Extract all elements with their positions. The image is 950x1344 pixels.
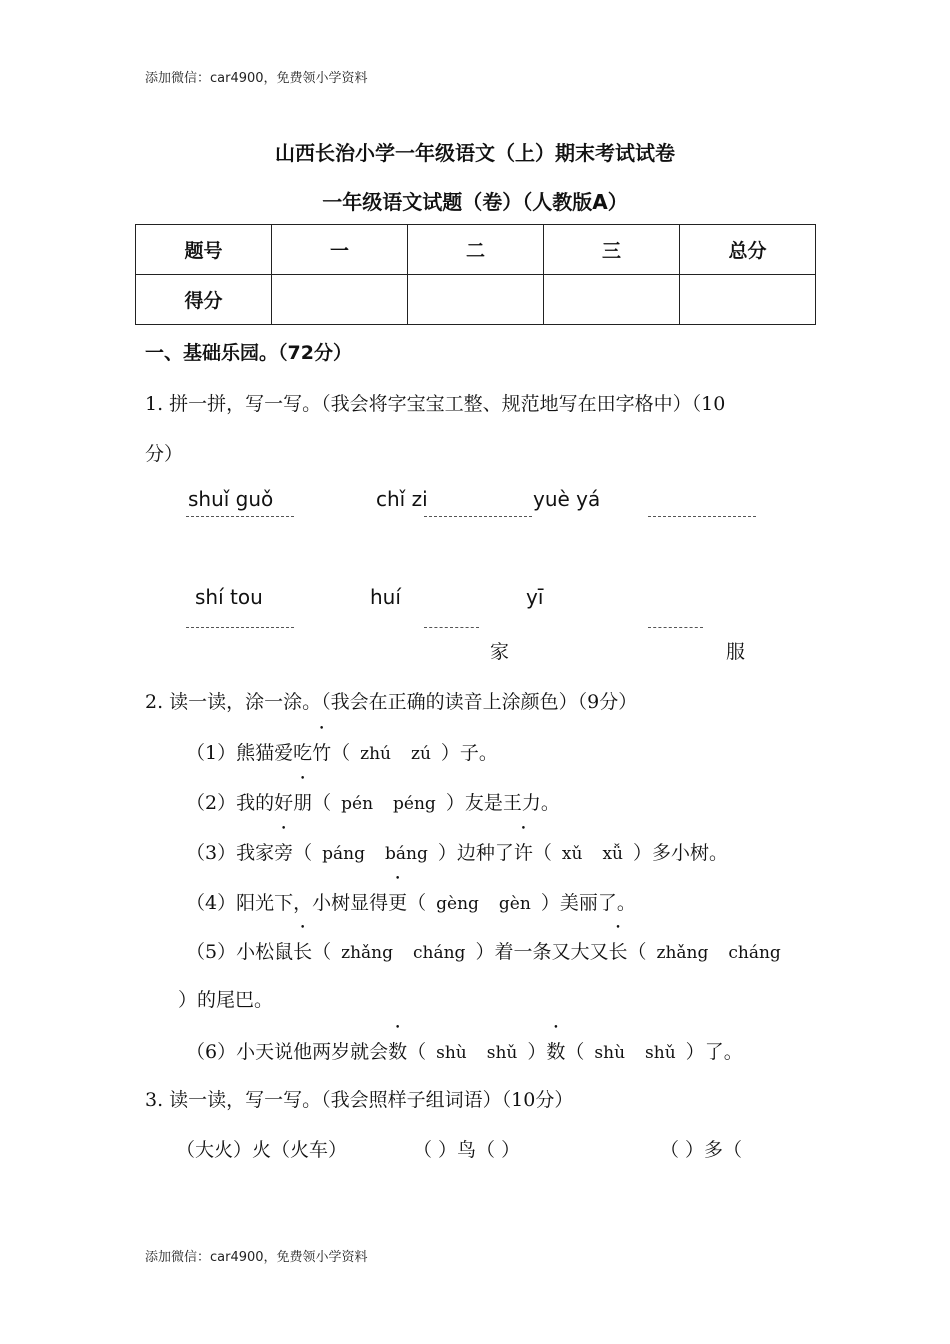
- q3-item[interactable]: （ ）多（: [660, 1139, 743, 1161]
- footer-note: 添加微信：car4900，免费领小学资料: [145, 1250, 368, 1265]
- page-subtitle: 一年级语文试题（卷）（人教版A）: [322, 190, 628, 214]
- q2-instruction: 2. 读一读，涂一涂。（我会在正确的读音上涂颜色）（9分）: [145, 691, 638, 713]
- dotted-character: 许: [513, 842, 533, 864]
- pinyin-option[interactable]: zhú: [360, 744, 391, 764]
- q3-item[interactable]: （ ）鸟（ ）: [413, 1139, 521, 1161]
- pinyin-label: shí tou: [195, 585, 263, 609]
- pinyin-option[interactable]: pén: [341, 794, 374, 814]
- dotted-character: 数: [388, 1041, 408, 1063]
- score-header-cell: 一: [272, 225, 408, 275]
- q2-item: （5）小松鼠长（ zhǎng cháng ）着一条又大又长（ zhǎng cháng: [186, 937, 791, 964]
- pinyin-label: yī: [526, 585, 544, 609]
- pinyin-option[interactable]: shǔ: [486, 1043, 518, 1063]
- score-table-score-row: [136, 275, 816, 325]
- writing-line[interactable]: [424, 516, 532, 517]
- dotted-character: 数: [546, 1041, 566, 1063]
- score-header-cell: 二: [408, 225, 544, 275]
- score-cell[interactable]: [408, 275, 544, 325]
- pinyin-option[interactable]: shù: [436, 1043, 467, 1063]
- given-character: 家: [490, 641, 510, 663]
- dotted-character: 长: [608, 941, 628, 963]
- score-row-label: 得分: [136, 275, 272, 325]
- pinyin-option[interactable]: báng: [384, 844, 428, 864]
- header-note: 添加微信：car4900，免费领小学资料: [145, 71, 368, 86]
- pinyin-option[interactable]: xǔ: [561, 844, 583, 864]
- q3-example: （大火）火（火车）: [176, 1139, 348, 1161]
- pinyin-label: huí: [370, 585, 401, 609]
- pinyin-option[interactable]: zhǎng: [341, 943, 393, 963]
- score-cell[interactable]: [680, 275, 816, 325]
- score-table: [135, 224, 816, 325]
- pinyin-option[interactable]: cháng: [728, 943, 781, 963]
- section-1-heading: 一、基础乐园。（72分）: [145, 342, 352, 364]
- q2-item: （6）小天说他两岁就会数（ shù shǔ ）数（ shù shǔ ）了。: [186, 1037, 743, 1064]
- score-header-cell: 三: [544, 225, 680, 275]
- score-cell[interactable]: [544, 275, 680, 325]
- dotted-character: 旁: [274, 842, 294, 864]
- score-cell[interactable]: [272, 275, 408, 325]
- pinyin-option[interactable]: gèng: [436, 894, 479, 914]
- pinyin-option[interactable]: páng: [322, 844, 365, 864]
- score-header-cell: 题号: [136, 225, 272, 275]
- pinyin-label: chǐ zi: [376, 487, 428, 511]
- writing-line[interactable]: [424, 627, 479, 628]
- writing-line[interactable]: [186, 627, 294, 628]
- q2-item: （1）熊猫爱吃竹（ zhú zú ）子。: [186, 738, 498, 765]
- q2-item: （4）阳光下，小树显得更（ gèng gèn ）美丽了。: [186, 888, 636, 915]
- dotted-character: 朋: [293, 792, 313, 814]
- dotted-character: 竹: [312, 742, 332, 764]
- pinyin-option[interactable]: zú: [410, 744, 431, 764]
- page-title: 山西长治小学一年级语文（上）期末考试试卷: [275, 141, 675, 165]
- pinyin-option[interactable]: gèn: [498, 894, 531, 914]
- pinyin-option[interactable]: zhǎng: [656, 943, 709, 963]
- q2-item-cont: ）的尾巴。: [178, 989, 274, 1011]
- pinyin-option[interactable]: shù: [594, 1043, 626, 1063]
- q2-item: （2）我的好朋（ pén péng ）友是王力。: [186, 788, 560, 815]
- writing-line[interactable]: [648, 516, 756, 517]
- q1-instruction: 1. 拼一拼，写一写。（我会将字宝宝工整、规范地写在田字格中）（10: [145, 393, 726, 415]
- score-header-cell: 总分: [680, 225, 816, 275]
- pinyin-option[interactable]: xǚ: [602, 844, 623, 864]
- q3-instruction: 3. 读一读，写一写。（我会照样子组词语）（10分）: [145, 1089, 574, 1111]
- dotted-character: 长: [293, 941, 313, 963]
- pinyin-option[interactable]: cháng: [413, 943, 466, 963]
- given-character: 服: [726, 641, 746, 663]
- pinyin-option[interactable]: shǔ: [645, 1043, 676, 1063]
- dotted-character: 更: [388, 892, 408, 914]
- writing-line[interactable]: [648, 627, 703, 628]
- q2-item: （3）我家旁（ páng báng ）边种了许（ xǔ xǚ ）多小树。: [186, 838, 728, 865]
- pinyin-label: yuè yá: [533, 487, 601, 511]
- q1-instruction-cont: 分）: [145, 443, 184, 465]
- writing-line[interactable]: [186, 516, 294, 517]
- pinyin-label: shuǐ guǒ: [188, 487, 274, 511]
- pinyin-option[interactable]: péng: [393, 794, 436, 814]
- score-table-header-row: [136, 225, 816, 275]
